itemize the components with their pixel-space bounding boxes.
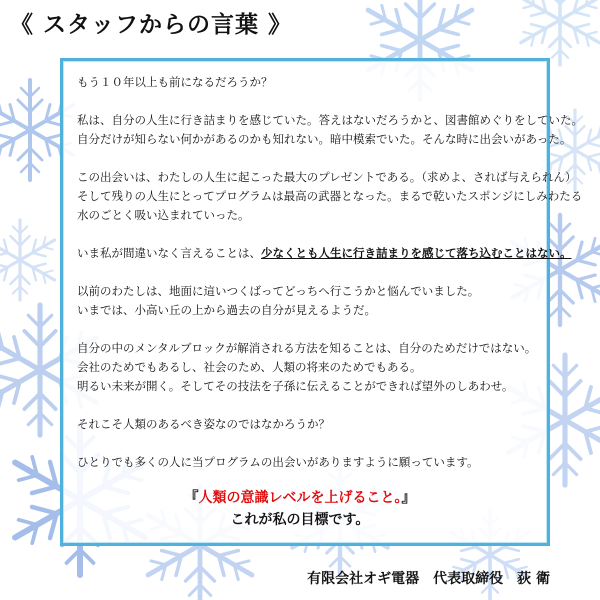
paragraph-6 [77, 339, 537, 396]
text-line: 水のごとく吸い込まれていった。 [77, 208, 250, 222]
text-line: 会社のためでもあるし、社会のため、人類の将来のためでもある。 [77, 360, 422, 374]
quote-open: 『 [184, 490, 199, 506]
paragraph-5 [77, 282, 527, 320]
snowflake-icon [0, 220, 59, 300]
text-line: ひとりでも多くの人に当プログラムの出会いがありますように願っています。 [77, 455, 479, 469]
goal-statement [0, 487, 600, 531]
signature [293, 568, 550, 588]
text-line: そして残りの人生にとってプログラムは最高の武器となった。まるで乾いたスポンジにしみわたる [77, 189, 583, 203]
paragraph-3 [77, 168, 583, 225]
text-line [77, 244, 572, 263]
goal-quote-text: 人類の意識レベルを上げること。 [198, 490, 402, 506]
text-line: 私は、自分の人生に行き詰まりを感じていた。答えはないだろうかと、図書館めぐりをしていた。 [77, 113, 583, 127]
page-title: 《 スタッフからの言葉 》 [10, 11, 293, 38]
paragraph-8 [77, 453, 527, 472]
message-body [77, 73, 583, 491]
paragraph-4 [77, 244, 572, 263]
underlined-statement: 少なくとも人生に行き詰まりを感じて落ち込むことはない。 [261, 246, 572, 260]
goal-line: これが私の目標です。 [230, 512, 370, 528]
statement-prefix: いま私が間違いなく言えることは、 [77, 246, 261, 260]
job-title: 代表取締役 [433, 571, 504, 587]
quote-close: 』 [401, 490, 416, 506]
text-line: いまでは、小高い丘の上から過去の自分が見えるようだ。 [77, 303, 376, 317]
goal-quote [0, 487, 600, 509]
text-line: もう１０年以上も前になるだろうか？ [77, 75, 273, 89]
company-name: 有限会社オギ電器 [307, 571, 420, 587]
paragraph-2 [77, 111, 583, 149]
text-line: 明るい未来が開く。そしてその技法を子孫に伝えることができれば望外のしあわせ。 [77, 379, 514, 393]
text-line: 以前のわたしは、地面に這いつくばってどっちへ行こうかと悩んでいました。 [77, 284, 480, 298]
text-line: 自分だけが知らない何かがあるのかも知れない。暗中模索でいた。そんな時に出会いがあった。 [77, 132, 572, 146]
text-line: この出会いは、わたしの人生に起こった最大のプレゼントである。（求めよ、されば与えられん） [77, 170, 577, 184]
text-line: 自分の中のメンタルブロックが解消される方法を知ることは、自分のためだけではない。 [77, 341, 537, 355]
text-line: それこそ人類のあるべき姿なのではなかろうか？ [77, 417, 330, 431]
snowflake-icon [516, 0, 600, 65]
person-name: 荻 衛 [517, 571, 550, 587]
paragraph-7 [77, 415, 527, 434]
paragraph-1 [77, 73, 527, 92]
